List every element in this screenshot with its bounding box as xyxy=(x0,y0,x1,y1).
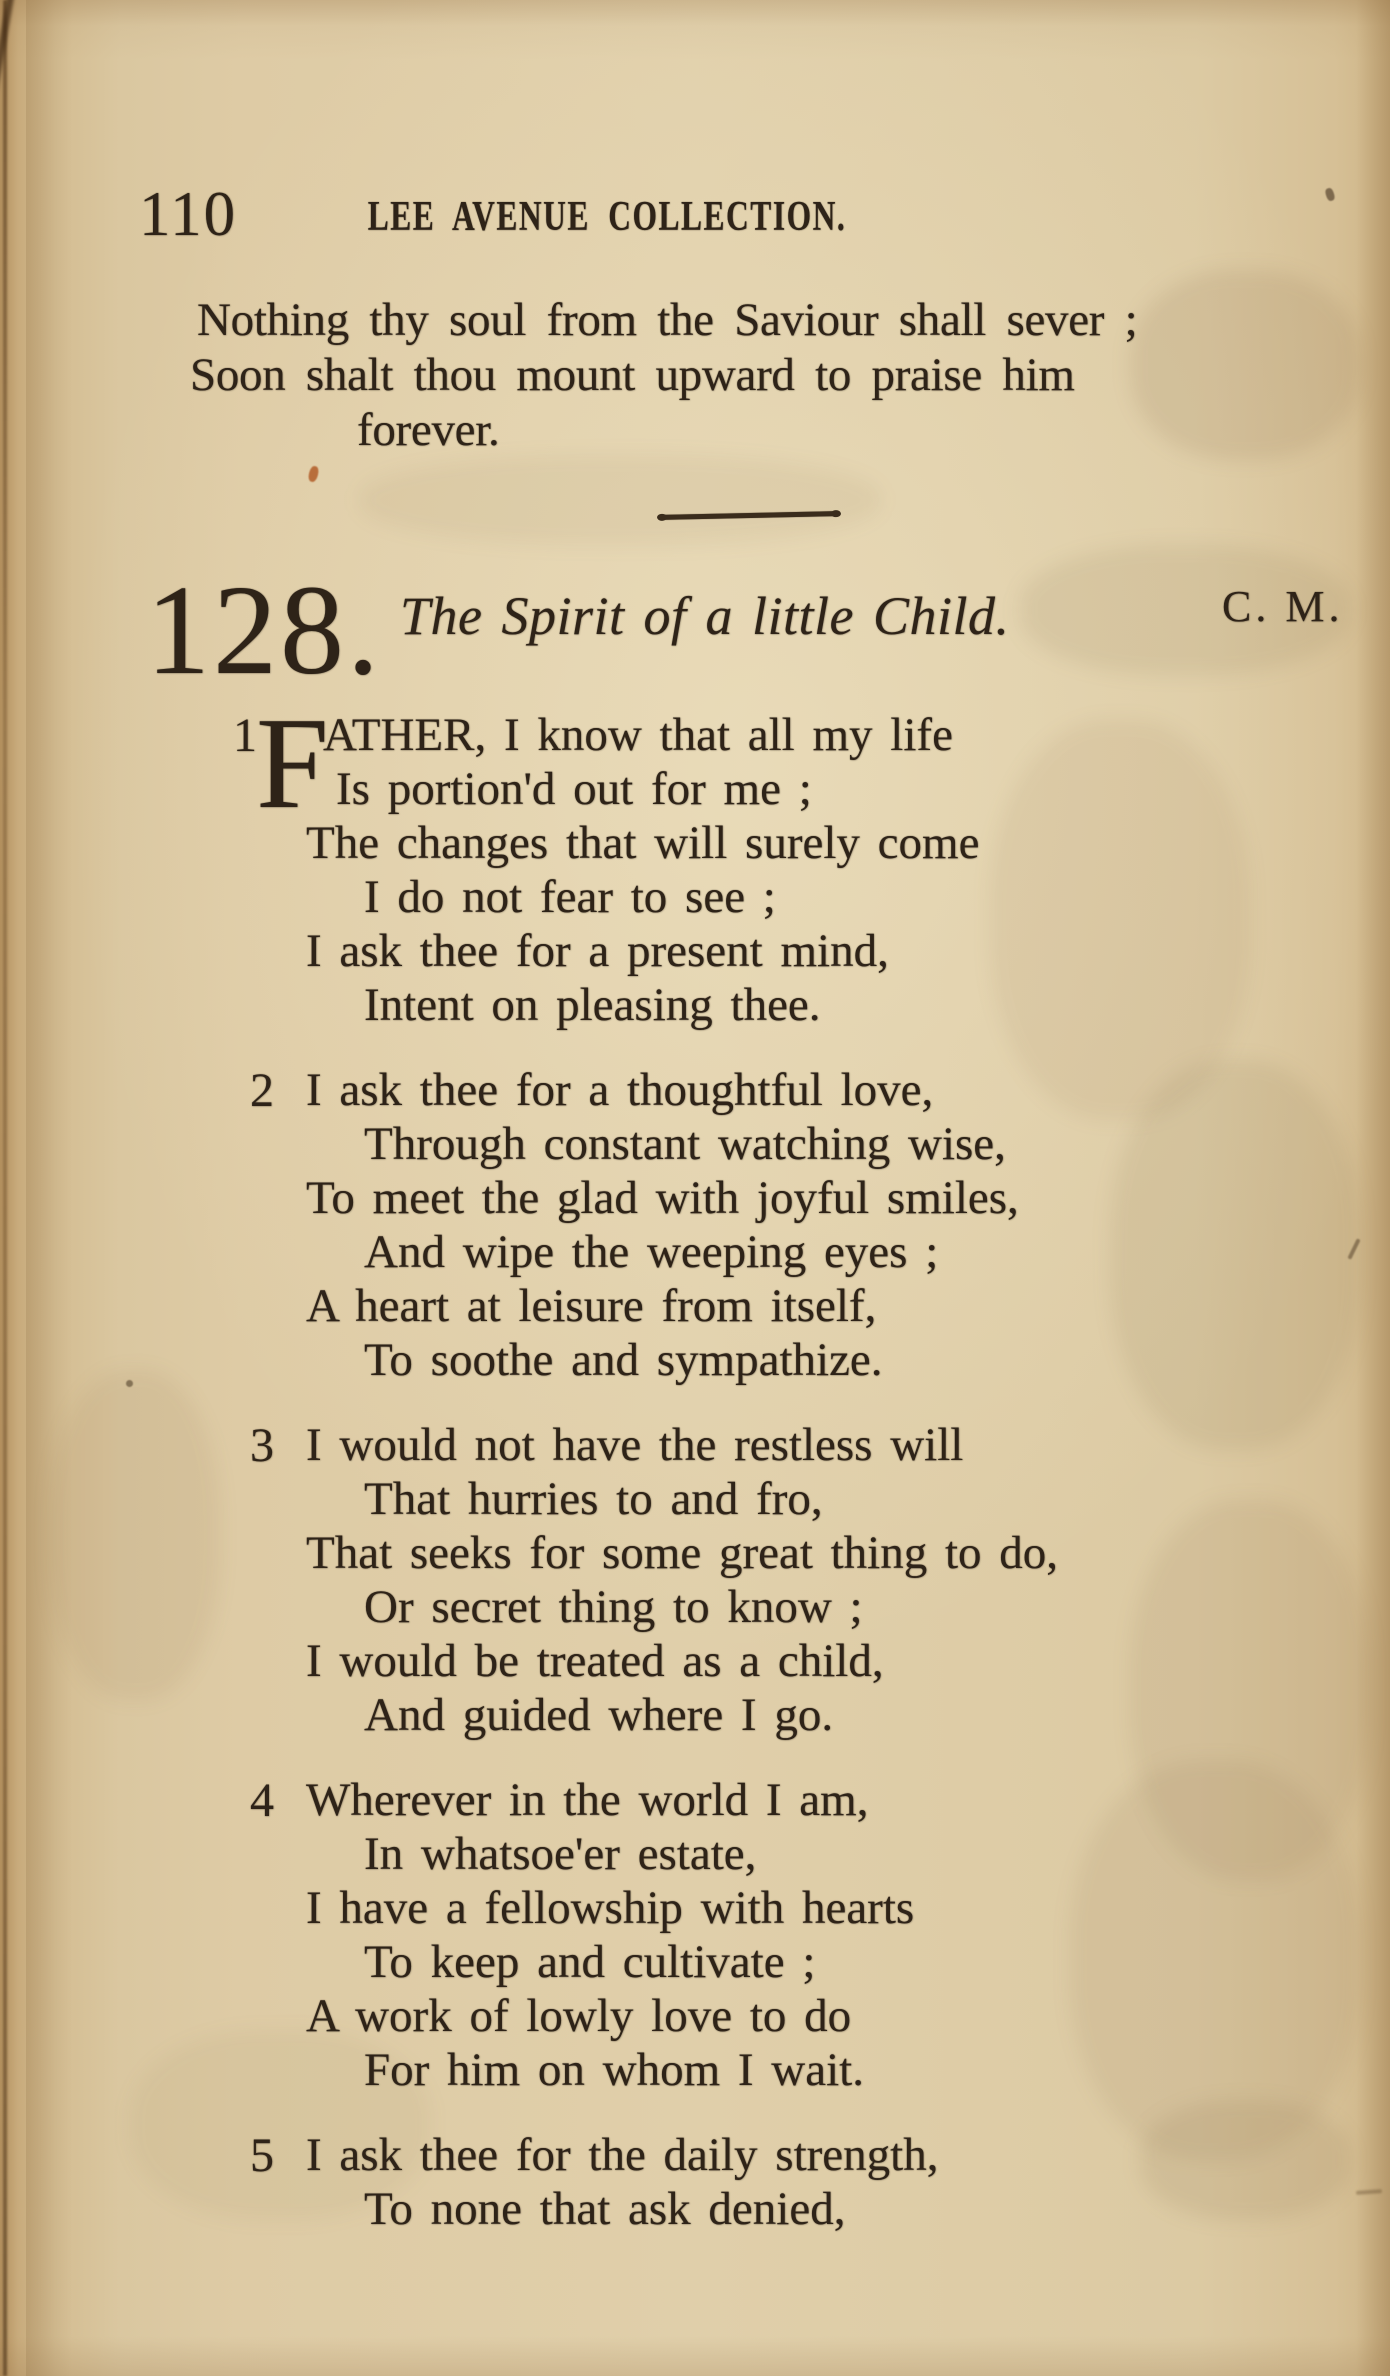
bleed-through-smudge xyxy=(1130,270,1360,460)
hymn-title: The Spirit of a little Child. xyxy=(400,586,1010,646)
verse-number: 1 xyxy=(233,709,257,762)
verse-3 xyxy=(0,1418,1390,1742)
hymn-text-line: Soon shalt thou mount upward to praise him xyxy=(190,349,1075,401)
verse-line: That hurries to and fro, xyxy=(364,1473,823,1525)
verse-line: A heart at leisure from itself, xyxy=(306,1280,877,1332)
verse-line: In whatsoe'er estate, xyxy=(364,1828,757,1880)
verse-line: Intent on pleasing thee. xyxy=(364,979,821,1031)
verse-5 xyxy=(0,2128,1390,2236)
verse-line: I ask thee for a thoughtful love, xyxy=(306,1064,934,1116)
hymn-meter: C. M. xyxy=(1222,582,1344,631)
bleed-through-smudge xyxy=(360,455,880,545)
ink-speck xyxy=(1324,187,1336,202)
page-number: 110 xyxy=(139,179,238,249)
verse-line: I ask thee for the daily strength, xyxy=(306,2129,939,2181)
verse-line: For him on whom I wait. xyxy=(364,2044,864,2096)
verse-number: 5 xyxy=(250,2129,274,2182)
verse-number: 3 xyxy=(250,1419,274,1472)
verse-line: A work of lowly love to do xyxy=(306,1990,852,2042)
verse-line: To meet the glad with joyful smiles, xyxy=(306,1172,1019,1224)
verse-4 xyxy=(0,1773,1390,2097)
hymn-verses xyxy=(0,691,1390,2267)
verse-line: Through constant watching wise, xyxy=(364,1118,1006,1170)
verse-line: Wherever in the world I am, xyxy=(306,1774,869,1826)
drop-cap-letter: F xyxy=(256,691,329,836)
hymn-text-line: Nothing thy soul from the Saviour shall sever ; xyxy=(197,294,1138,346)
verse-line: And guided where I go. xyxy=(364,1689,834,1741)
verse-line: Is portion'd out for me ; xyxy=(336,763,812,815)
verse-number: 2 xyxy=(250,1064,274,1117)
verse-line: ATHER, I know that all my life xyxy=(323,709,953,761)
foxing-speck xyxy=(307,465,320,483)
running-header-title: LEE AVENUE COLLECTION. xyxy=(367,194,847,240)
verse-line: To none that ask denied, xyxy=(364,2183,846,2235)
verse-line: And wipe the weeping eyes ; xyxy=(364,1226,939,1278)
verse-line: I ask thee for a present mind, xyxy=(306,925,889,977)
ink-speck xyxy=(126,1380,133,1387)
verse-line: I would not have the restless will xyxy=(306,1419,964,1471)
hymn-text-line: forever. xyxy=(357,404,500,456)
verse-line: Or secret thing to know ; xyxy=(364,1581,863,1633)
verse-line: That seeks for some great thing to do, xyxy=(306,1527,1059,1579)
verse-line: The changes that will surely come xyxy=(306,817,980,869)
verse-line: I do not fear to see ; xyxy=(364,871,776,923)
verse-line: To keep and cultivate ; xyxy=(364,1936,816,1988)
verse-line: I have a fellowship with hearts xyxy=(306,1882,915,1934)
verse-line: To soothe and sympathize. xyxy=(364,1334,883,1386)
verse-number: 4 xyxy=(250,1774,274,1827)
hymn-number: 128. xyxy=(146,559,382,701)
verse-2 xyxy=(0,1063,1390,1387)
verse-1 xyxy=(0,691,1390,1032)
verse-line: I would be treated as a child, xyxy=(306,1635,884,1687)
